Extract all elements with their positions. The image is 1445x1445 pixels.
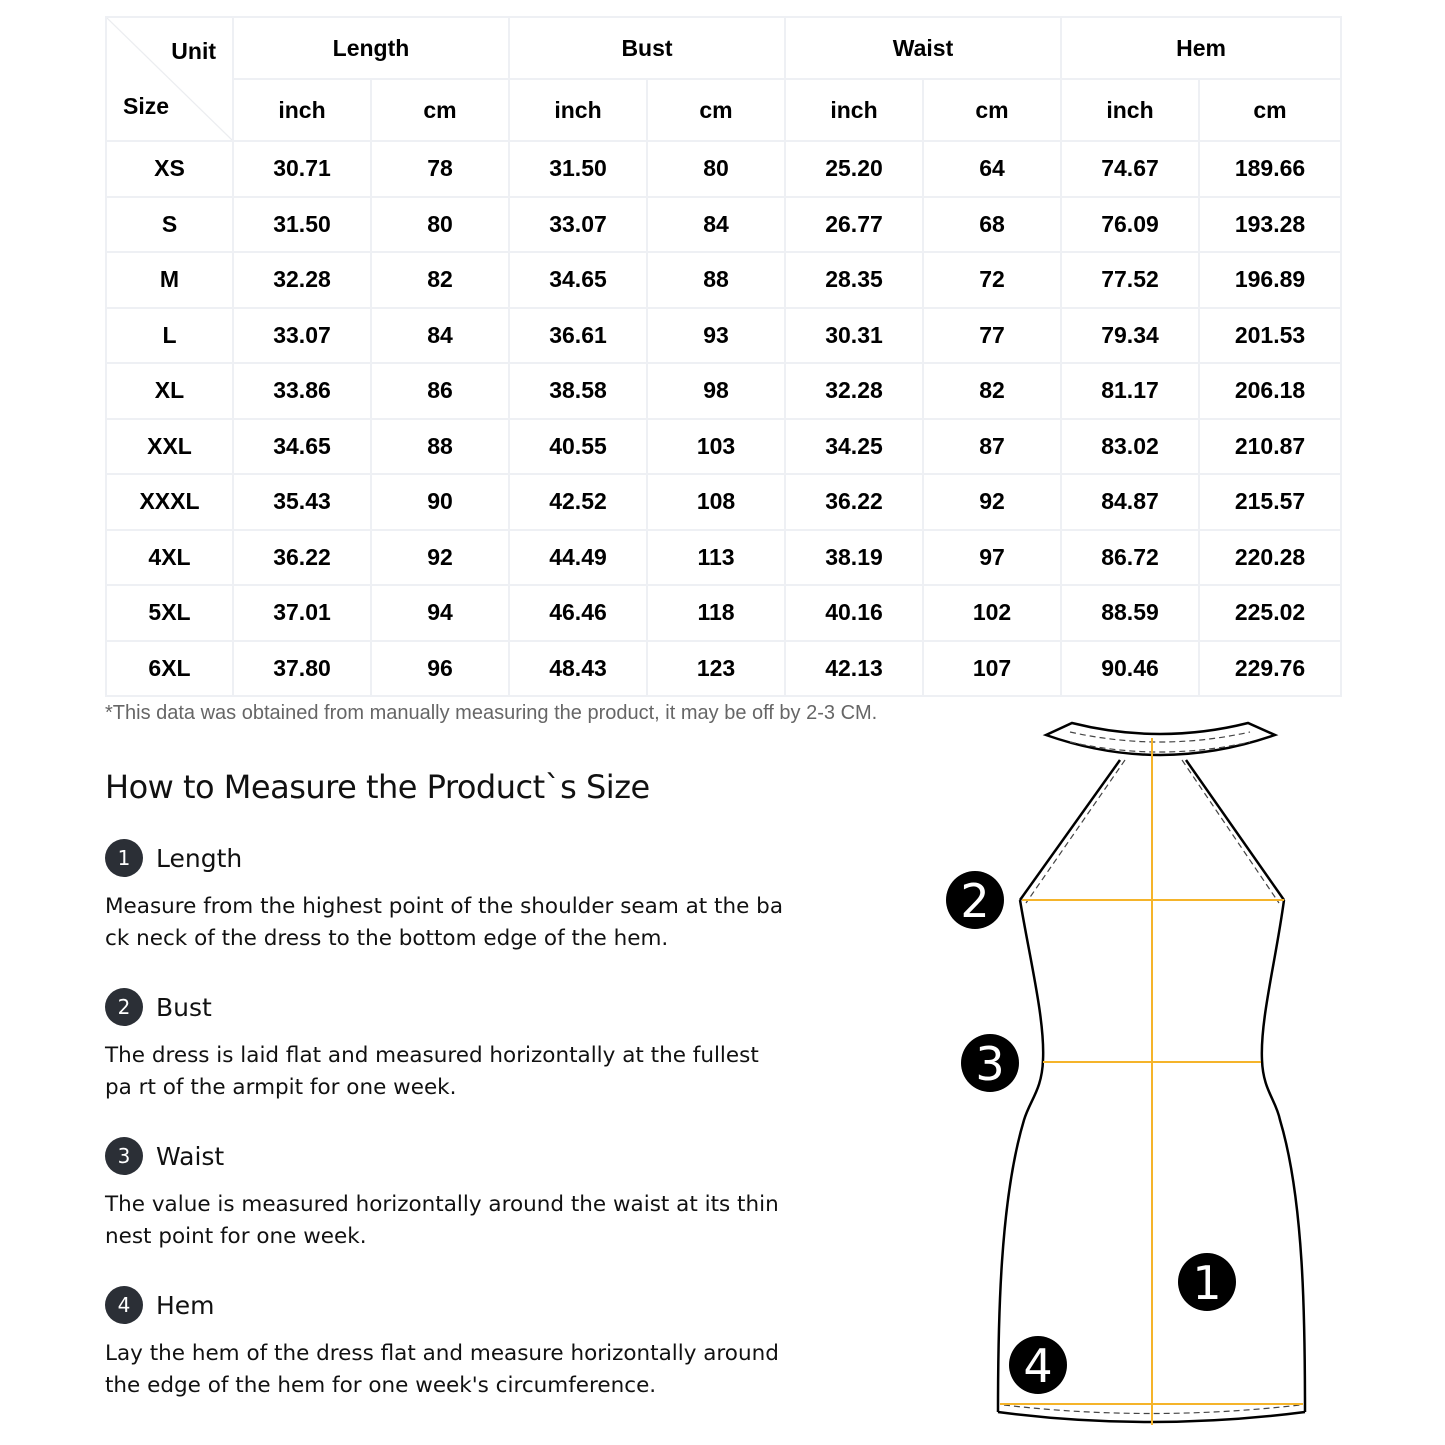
dress-measurement-diagram: [930, 710, 1330, 1440]
value-cell: 32.28: [233, 252, 371, 308]
marker-1-label: 1: [1192, 1256, 1222, 1310]
marker-2: [946, 871, 1004, 929]
unit-header-row: [106, 79, 1341, 141]
size-cell: XXXL: [106, 474, 233, 530]
table-row: [106, 363, 1341, 419]
value-cell: 90: [371, 474, 509, 530]
size-cell: XL: [106, 363, 233, 419]
size-cell: XXL: [106, 419, 233, 475]
step-title: Length: [156, 843, 243, 873]
value-cell: 84.87: [1061, 474, 1199, 530]
value-cell: 98: [647, 363, 785, 419]
value-cell: 123: [647, 641, 785, 697]
step-title: Waist: [156, 1141, 225, 1171]
measure-lines: [1000, 738, 1303, 1425]
group-header-length: Length: [233, 17, 509, 79]
value-cell: 34.65: [233, 419, 371, 475]
value-cell: 48.43: [509, 641, 647, 697]
value-cell: 42.13: [785, 641, 923, 697]
step-hem: [105, 1286, 795, 1402]
size-cell: M: [106, 252, 233, 308]
value-cell: 33.07: [509, 197, 647, 253]
value-cell: 220.28: [1199, 530, 1341, 586]
step-title: Hem: [156, 1290, 215, 1320]
value-cell: 83.02: [1061, 419, 1199, 475]
value-cell: 31.50: [509, 141, 647, 197]
size-cell: 4XL: [106, 530, 233, 586]
value-cell: 92: [923, 474, 1061, 530]
size-cell: XS: [106, 141, 233, 197]
marker-3-label: 3: [975, 1037, 1005, 1091]
step-description: The dress is laid flat and measured horizontally at the fullest pa rt of the armpit for one week.: [105, 1043, 759, 1100]
group-header-hem: Hem: [1061, 17, 1341, 79]
value-cell: 30.71: [233, 141, 371, 197]
value-cell: 36.22: [233, 530, 371, 586]
value-cell: 38.19: [785, 530, 923, 586]
step-description: Measure from the highest point of the shoulder seam at the ba ck neck of the dress to the bottom edge of the hem.: [105, 894, 783, 951]
table-row: [106, 585, 1341, 641]
value-cell: 84: [371, 308, 509, 364]
value-cell: 44.49: [509, 530, 647, 586]
table-row: [106, 419, 1341, 475]
value-cell: 113: [647, 530, 785, 586]
unit-header-inch: inch: [785, 79, 923, 141]
value-cell: 88: [371, 419, 509, 475]
marker-2-label: 2: [960, 874, 990, 928]
value-cell: 86: [371, 363, 509, 419]
value-cell: 201.53: [1199, 308, 1341, 364]
value-cell: 94: [371, 585, 509, 641]
unit-header-inch: inch: [233, 79, 371, 141]
value-cell: 196.89: [1199, 252, 1341, 308]
value-cell: 88: [647, 252, 785, 308]
value-cell: 80: [647, 141, 785, 197]
table-row: [106, 252, 1341, 308]
value-cell: 77: [923, 308, 1061, 364]
value-cell: 79.34: [1061, 308, 1199, 364]
value-cell: 103: [647, 419, 785, 475]
value-cell: 40.55: [509, 419, 647, 475]
size-cell: 5XL: [106, 585, 233, 641]
value-cell: 34.25: [785, 419, 923, 475]
value-cell: 102: [923, 585, 1061, 641]
value-cell: 229.76: [1199, 641, 1341, 697]
group-header-waist: Waist: [785, 17, 1061, 79]
step-number-badge: 2: [105, 988, 143, 1026]
step-description: The value is measured horizontally around the waist at its thin nest point for one week.: [105, 1192, 779, 1249]
unit-header-inch: inch: [509, 79, 647, 141]
unit-header-cm: cm: [923, 79, 1061, 141]
marker-3: [961, 1034, 1019, 1092]
value-cell: 40.16: [785, 585, 923, 641]
size-cell: L: [106, 308, 233, 364]
step-number-badge: 4: [105, 1286, 143, 1324]
value-cell: 189.66: [1199, 141, 1341, 197]
size-chart-table: [105, 16, 1342, 697]
value-cell: 92: [371, 530, 509, 586]
size-cell: 6XL: [106, 641, 233, 697]
table-row: [106, 641, 1341, 697]
value-cell: 38.58: [509, 363, 647, 419]
value-cell: 36.22: [785, 474, 923, 530]
table-row: [106, 530, 1341, 586]
value-cell: 36.61: [509, 308, 647, 364]
value-cell: 33.07: [233, 308, 371, 364]
marker-4: [1009, 1336, 1067, 1394]
value-cell: 74.67: [1061, 141, 1199, 197]
value-cell: 72: [923, 252, 1061, 308]
corner-size-label: Size: [123, 93, 170, 119]
value-cell: 107: [923, 641, 1061, 697]
value-cell: 42.52: [509, 474, 647, 530]
value-cell: 76.09: [1061, 197, 1199, 253]
value-cell: 25.20: [785, 141, 923, 197]
group-header-bust: Bust: [509, 17, 785, 79]
table-row: [106, 141, 1341, 197]
step-length: [105, 839, 795, 955]
marker-4-label: 4: [1023, 1339, 1053, 1393]
value-cell: 35.43: [233, 474, 371, 530]
step-description: Lay the hem of the dress flat and measure horizontally around the edge of the hem for one week's circumference.: [105, 1341, 779, 1398]
value-cell: 78: [371, 141, 509, 197]
table-corner-header: [106, 17, 233, 141]
size-cell: S: [106, 197, 233, 253]
value-cell: 82: [923, 363, 1061, 419]
value-cell: 31.50: [233, 197, 371, 253]
measurement-note: *This data was obtained from manually measuring the product, it may be off by 2-3 CM.: [105, 702, 878, 724]
value-cell: 193.28: [1199, 197, 1341, 253]
value-cell: 37.80: [233, 641, 371, 697]
value-cell: 26.77: [785, 197, 923, 253]
value-cell: 81.17: [1061, 363, 1199, 419]
value-cell: 86.72: [1061, 530, 1199, 586]
unit-header-cm: cm: [647, 79, 785, 141]
step-waist: [105, 1137, 795, 1253]
value-cell: 82: [371, 252, 509, 308]
value-cell: 34.65: [509, 252, 647, 308]
value-cell: 90.46: [1061, 641, 1199, 697]
value-cell: 88.59: [1061, 585, 1199, 641]
value-cell: 93: [647, 308, 785, 364]
table-row: [106, 308, 1341, 364]
corner-unit-label: Unit: [171, 38, 216, 64]
value-cell: 96: [371, 641, 509, 697]
step-title: Bust: [156, 992, 212, 1022]
value-cell: 64: [923, 141, 1061, 197]
value-cell: 84: [647, 197, 785, 253]
value-cell: 33.86: [233, 363, 371, 419]
value-cell: 32.28: [785, 363, 923, 419]
step-number-badge: 1: [105, 839, 143, 877]
value-cell: 215.57: [1199, 474, 1341, 530]
value-cell: 225.02: [1199, 585, 1341, 641]
value-cell: 46.46: [509, 585, 647, 641]
value-cell: 118: [647, 585, 785, 641]
value-cell: 206.18: [1199, 363, 1341, 419]
value-cell: 108: [647, 474, 785, 530]
value-cell: 28.35: [785, 252, 923, 308]
value-cell: 97: [923, 530, 1061, 586]
value-cell: 30.31: [785, 308, 923, 364]
value-cell: 87: [923, 419, 1061, 475]
unit-header-cm: cm: [371, 79, 509, 141]
value-cell: 37.01: [233, 585, 371, 641]
unit-header-inch: inch: [1061, 79, 1199, 141]
step-bust: [105, 988, 795, 1104]
value-cell: 80: [371, 197, 509, 253]
value-cell: 77.52: [1061, 252, 1199, 308]
unit-header-cm: cm: [1199, 79, 1341, 141]
table-row: [106, 474, 1341, 530]
table-row: [106, 197, 1341, 253]
value-cell: 68: [923, 197, 1061, 253]
marker-1: [1178, 1253, 1236, 1311]
value-cell: 210.87: [1199, 419, 1341, 475]
step-number-badge: 3: [105, 1137, 143, 1175]
howto-title: How to Measure the Product`s Size: [105, 768, 650, 806]
